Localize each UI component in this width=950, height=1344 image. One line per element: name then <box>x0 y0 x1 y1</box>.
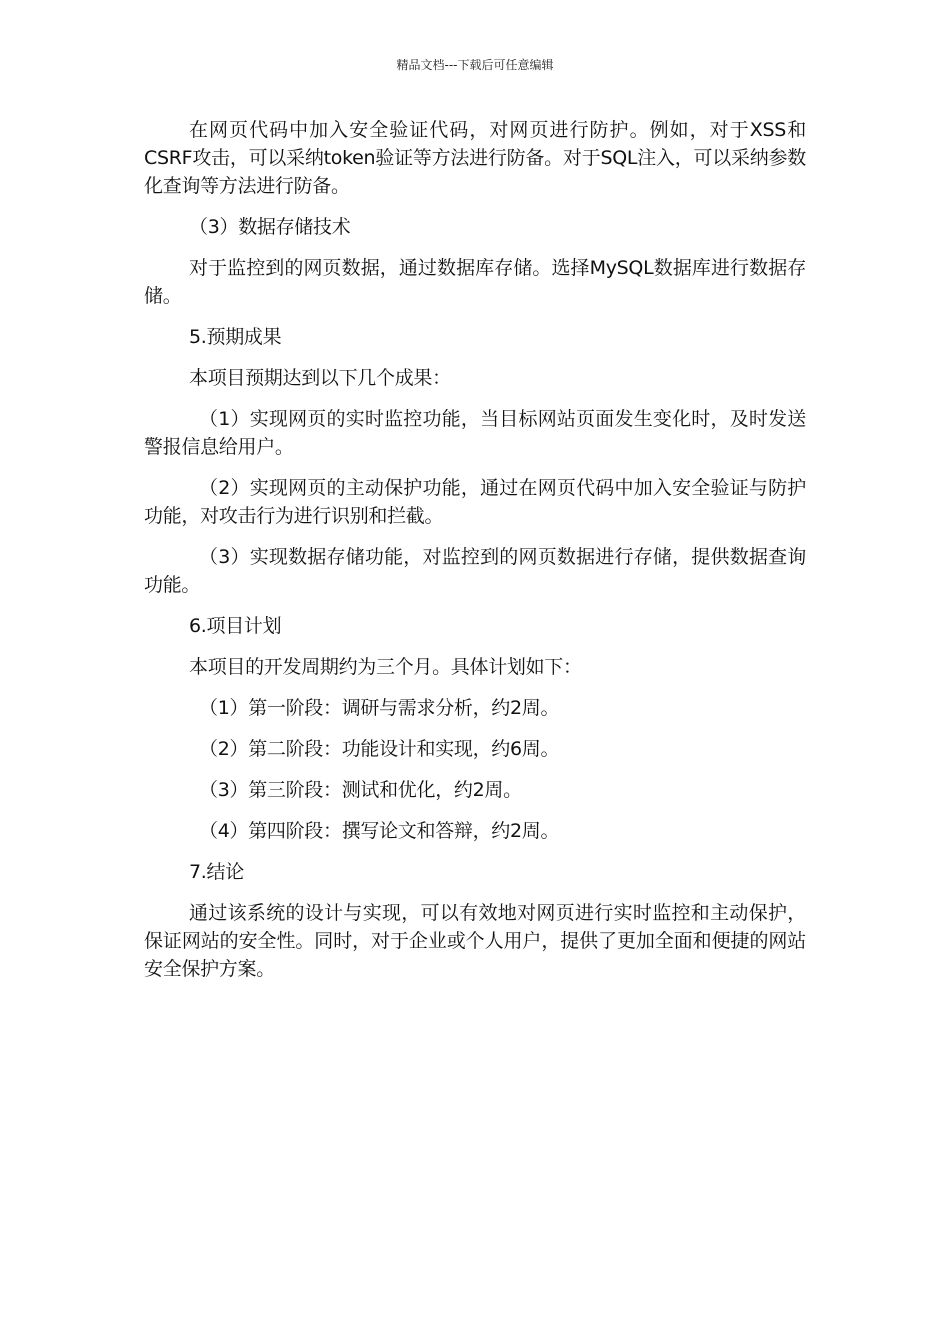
heading-data-storage: （3）数据存储技术 <box>189 216 351 238</box>
plan-item-4: （4）第四阶段：撰写论文和答辩，约2周。 <box>199 820 560 842</box>
paragraph-data-storage: 对于监控到的网页数据，通过数据库存储。选择MySQL数据库进行数据存储。 <box>144 257 806 307</box>
result-item-3: （3）实现数据存储功能，对监控到的网页数据进行存储，提供数据查询功能。 <box>144 546 806 596</box>
paragraph-security-code: 在网页代码中加入安全验证代码，对网页进行防护。例如，对于XSS和CSRF攻击，可以采纳token验证等方法进行防备。对于SQL注入，可以采纳参数化查询等方法进行防备。 <box>144 119 806 197</box>
heading-project-plan: 6.项目计划 <box>189 615 282 637</box>
result-item-1: （1）实现网页的实时监控功能，当目标网站页面发生变化时，及时发送警报信息给用户。 <box>144 408 806 458</box>
page-header: 精品文档---下载后可任意编辑 <box>396 58 554 72</box>
paragraph-plan-intro: 本项目的开发周期约为三个月。具体计划如下： <box>189 656 582 678</box>
paragraph-conclusion: 通过该系统的设计与实现，可以有效地对网页进行实时监控和主动保护，保证网站的安全性。同时，对于企业或个人用户，提供了更加全面和便捷的网站安全保护方案。 <box>144 902 806 980</box>
heading-expected-results: 5.预期成果 <box>189 326 282 348</box>
plan-item-2: （2）第二阶段：功能设计和实现，约6周。 <box>199 738 560 760</box>
document-body <box>144 116 806 996</box>
plan-item-1: （1）第一阶段：调研与需求分析，约2周。 <box>199 697 560 719</box>
heading-conclusion: 7.结论 <box>189 861 244 883</box>
paragraph-results-intro: 本项目预期达到以下几个成果： <box>189 367 451 389</box>
result-item-2: （2）实现网页的主动保护功能，通过在网页代码中加入安全验证与防护功能，对攻击行为进行识别和拦截。 <box>144 477 806 527</box>
plan-item-3: （3）第三阶段：测试和优化，约2周。 <box>199 779 522 801</box>
